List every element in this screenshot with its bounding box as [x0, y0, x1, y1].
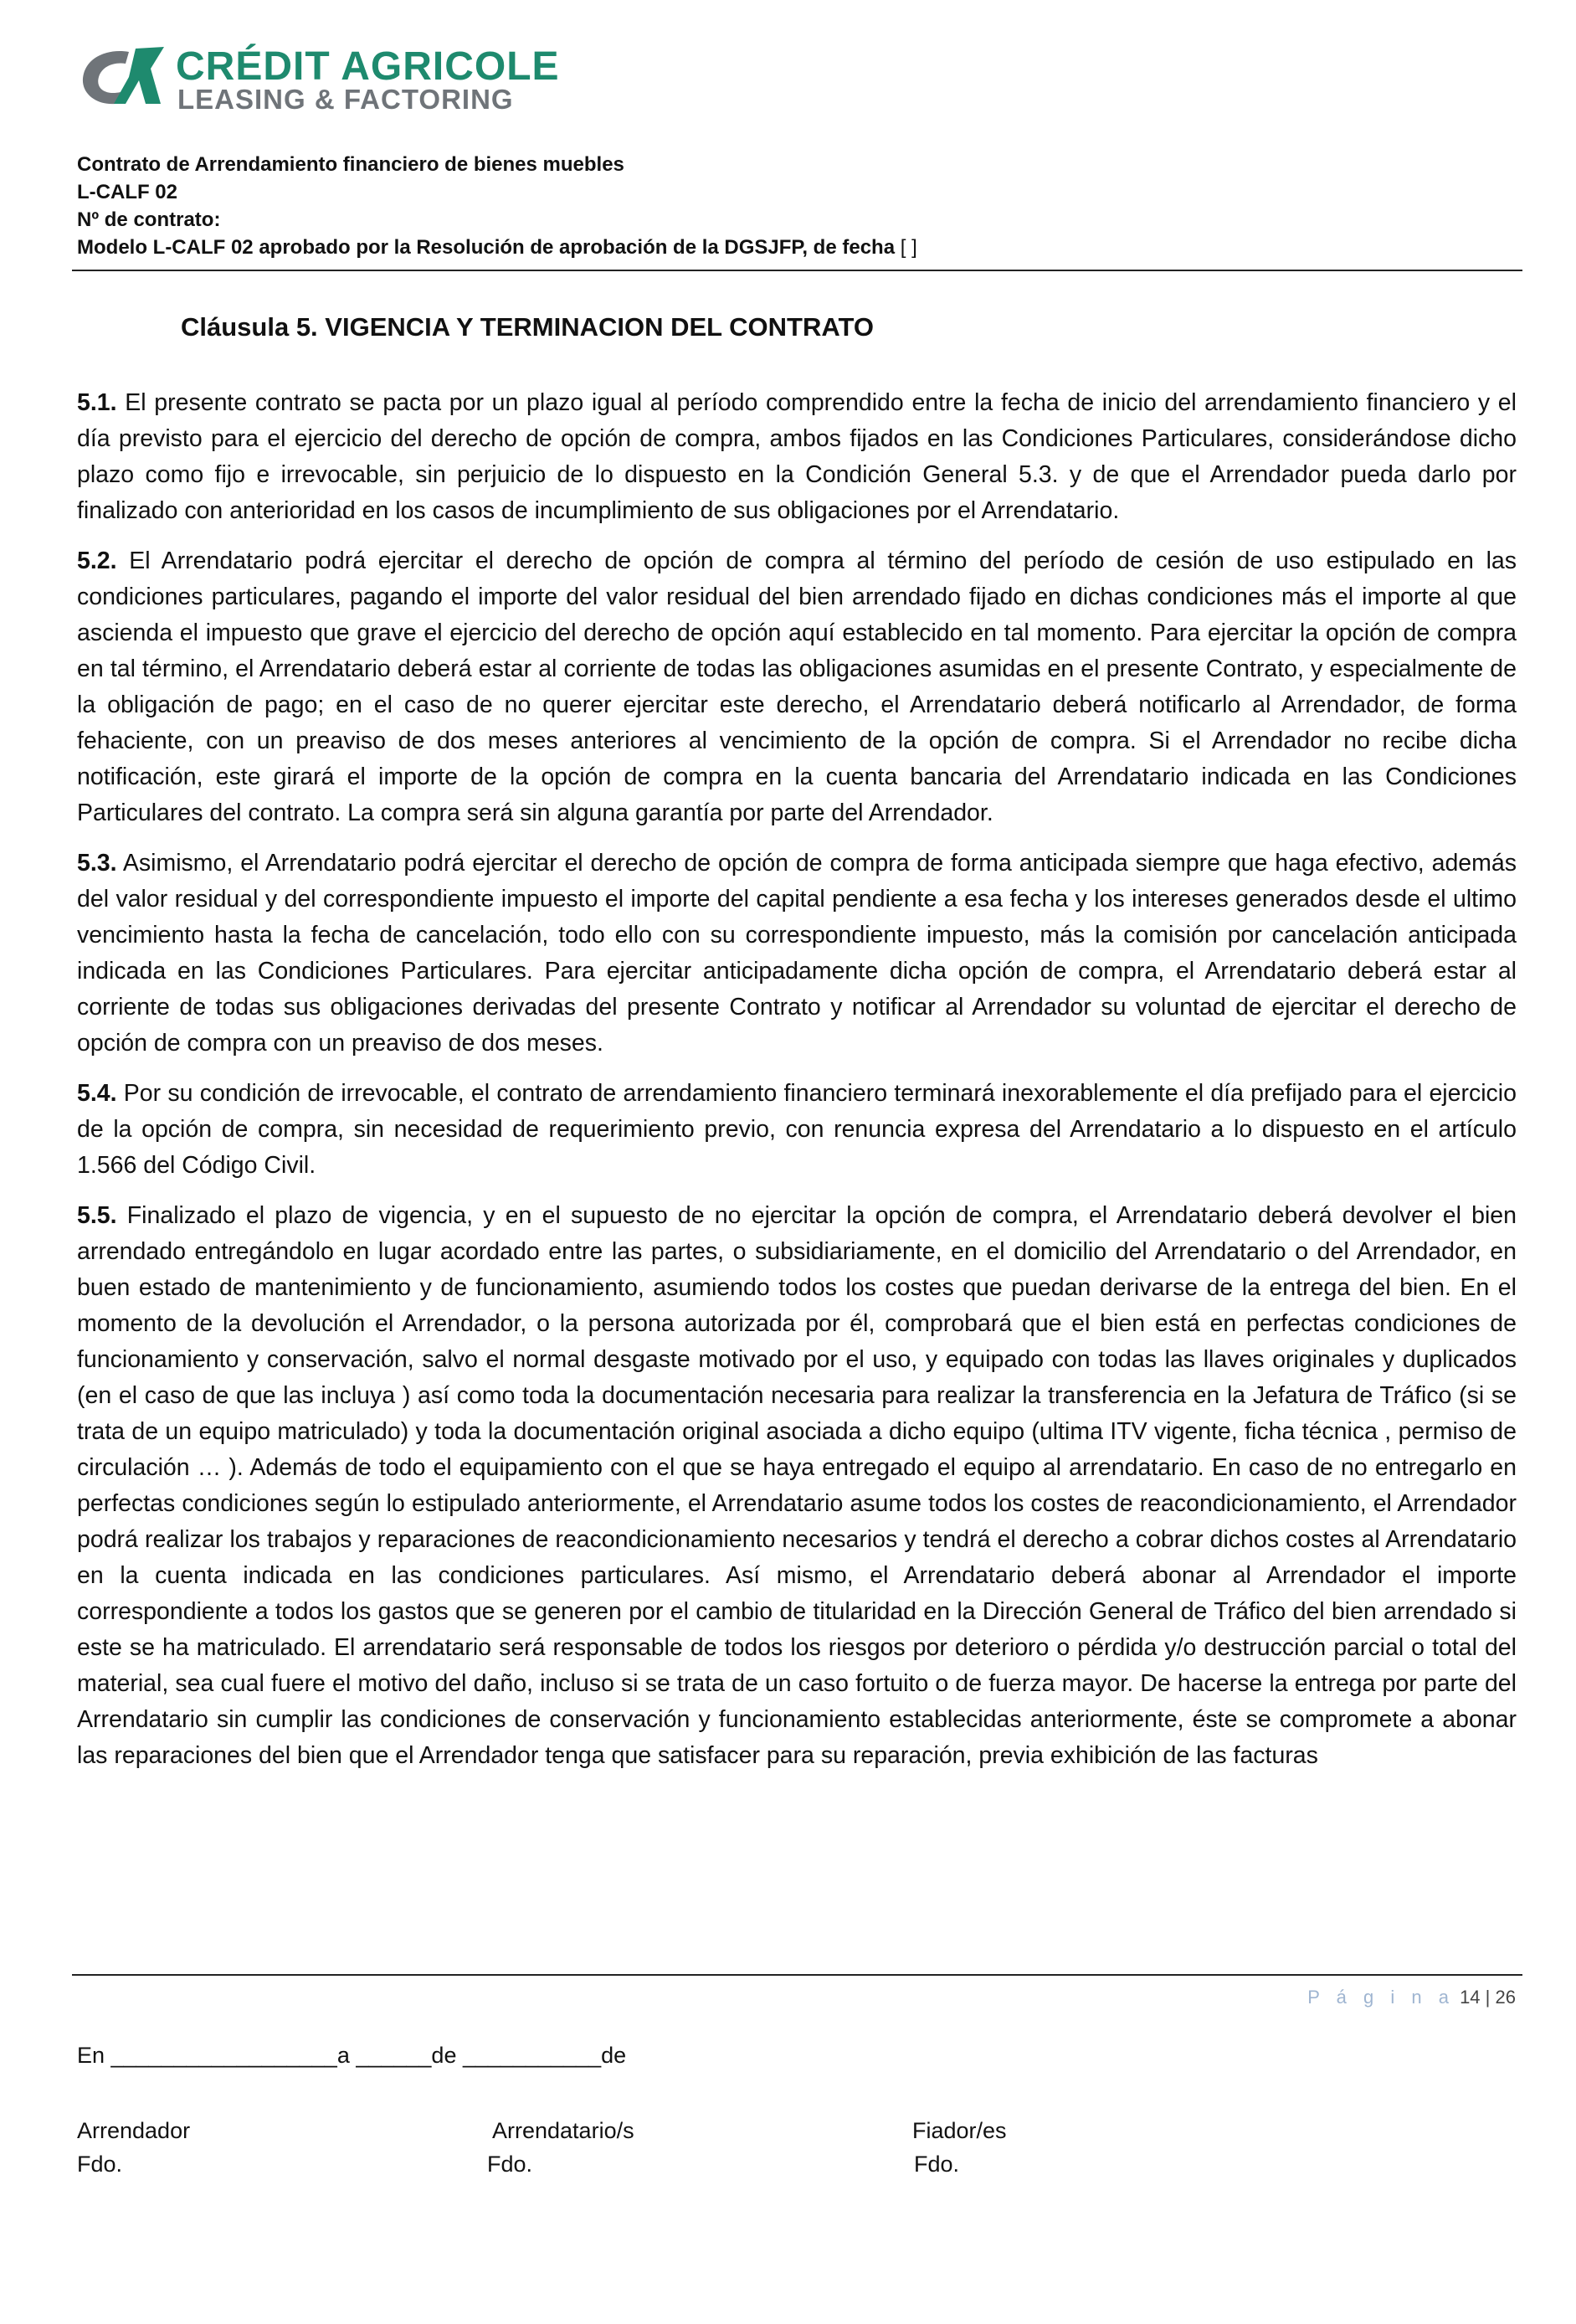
page-total: 26 [1495, 1987, 1516, 2008]
paragraph-number: 5.1. [77, 389, 117, 416]
paragraph-number: 5.4. [77, 1080, 117, 1107]
model-approval-line [77, 234, 1517, 261]
signature-date-line: En __________________a ______de ___________de [77, 2043, 627, 2068]
role-arrendador: Arrendador [77, 2118, 191, 2143]
model-approval-text: Modelo L-CALF 02 aprobado por la Resolución de aprobación de la DGSJFP, de fecha [77, 236, 896, 259]
footer-divider [72, 1974, 1522, 1976]
clause-title: Cláusula 5. VIGENCIA Y TERMINACION DEL CONTRATO [181, 312, 874, 342]
paragraph-5-3 [77, 846, 1517, 1062]
page-label: P á g i n a [1307, 1987, 1455, 2008]
date-placeholder: [ ] [900, 236, 917, 259]
page-number [1307, 1987, 1516, 2008]
signature-fiador: Fdo. [914, 2152, 960, 2177]
contract-number-label: Nº de contrato: [77, 208, 221, 231]
logo-line-2: LEASING & FACTORING [177, 84, 514, 115]
logo-line-1: CRÉDIT AGRICOLE [176, 44, 560, 89]
credit-agricole-logo-icon [77, 44, 171, 114]
company-logo [77, 44, 579, 115]
paragraph-text: El presente contrato se pacta por un plazo igual al período comprendido entre la fecha de inicio del arrendamiento financiero y el día previsto para el ejercicio del derecho de opción de compra, ambos fijados en las Condiciones Particulares, considerándose dicho plazo como fijo e irrevocable, sin perjuicio de lo dispuesto en la Condición General 5.3. y de que el Arrendador pueda darlo por finalizado con anterioridad en los casos de incumplimiento de sus obligaciones por el Arrendatario. [77, 389, 1517, 524]
paragraph-text: Asimismo, el Arrendatario podrá ejercitar el derecho de opción de compra de forma anticipada siempre que haga efectivo, además del valor residual y del correspondiente impuesto el importe del capital pendiente a esa fecha y los intereses generados desde el ultimo vencimiento hasta la fecha de cancelación, todo ello con su correspondiente impuesto, más la comisión por cancelación anticipada indicada en las Condiciones Particulares. Para ejercitar anticipadamente dicha opción de compra, el Arrendatario deberá estar al corriente de todas sus obligaciones derivadas del presente Contrato y notificar al Arrendador su voluntad de ejercitar el derecho de opción de compra con un preaviso de dos meses. [77, 850, 1517, 1057]
header-divider [72, 270, 1522, 271]
signature-arrendador: Fdo. [77, 2152, 123, 2177]
page-current: 14 [1460, 1987, 1481, 2008]
clause-body [77, 385, 1517, 1788]
paragraph-number: 5.5. [77, 1202, 117, 1229]
paragraph-number: 5.2. [77, 548, 117, 574]
paragraph-5-2 [77, 543, 1517, 831]
role-arrendatario: Arrendatario/s [492, 2118, 634, 2143]
paragraph-text: Finalizado el plazo de vigencia, y en el supuesto de no ejercitar la opción de compra, el Arrendatario deberá devolver el bien arrendado entregándolo en lugar acordado entre las partes, o subsidiariamente, en el domicilio del Arrendatario o del Arrendador, en buen estado de mantenimiento y de funcionamiento, asumiendo todos los costes que puedan derivarse de la entrega del bien. En el momento de la devolución el Arrendador, o la persona autorizada por él, comprobará que el bien está en perfectas condiciones de funcionamiento y conservación, salvo el normal desgaste motivado por el uso, y equipado con todas las llaves originales y duplicados (en el caso de que las incluya ) así como toda la documentación necesaria para realizar la transferencia en la Jefatura de Tráfico (si se trata de un equipo matriculado) y toda la documentación original asociada a dicho equipo (ultima ITV vigente, ficha técnica , permiso de circulación … ). Además de todo el equipamiento con el que se haya entregado el equipo al arrendatario. En caso de no entregarlo en perfectas condiciones según lo estipulado anteriormente, el Arrendatario asume todos los costes de reacondicionamiento, el Arrendador podrá realizar los trabajos y reparaciones de reacondicionamiento necesarios y tendrá el derecho a cobrar dichos costes al Arrendatario en la cuenta indicada en las condiciones particulares. Así mismo, el Arrendatario deberá abonar al Arrendador el importe correspondiente a todos los gastos que se generen por el cambio de titularidad en la Dirección General de Tráfico del bien arrendado si este se ha matriculado. El arrendatario será responsable de todos los riesgos por deterioro o pérdida y/o destrucción parcial o total del material, sea cual fuere el motivo del daño, incluso si se trata de un caso fortuito o de fuerza mayor. De hacerse la entrega por parte del Arrendatario sin cumplir las condiciones de conservación y funcionamiento establecidas anteriormente, éste se compromete a abonar las reparaciones del bien que el Arrendador tenga que satisfacer para su reparación, previa exhibición de las facturas [77, 1202, 1517, 1769]
contract-code: L-CALF 02 [77, 181, 177, 203]
document-header [77, 151, 1517, 261]
page-separator: | [1485, 1987, 1491, 2008]
contract-title: Contrato de Arrendamiento financiero de bienes muebles [77, 153, 624, 176]
signature-arrendatario: Fdo. [487, 2152, 533, 2177]
paragraph-text: El Arrendatario podrá ejercitar el derecho de opción de compra al término del período de cesión de uso estipulado en las condiciones particulares, pagando el importe del valor residual del bien arrendado fijado en dichas condiciones más el importe al que ascienda el impuesto que grave el ejercicio del derecho de opción aquí establecido en tal momento. Para ejercitar la opción de compra en tal término, el Arrendatario deberá estar al corriente de todas las obligaciones asumidas en el presente Contrato, y especialmente de la obligación de pago; en el caso de no querer ejercitar este derecho, el Arrendatario deberá notificarlo al Arrendador, de forma fehaciente, con un preaviso de dos meses anteriores al vencimiento de la opción de compra. Si el Arrendador no recibe dicha notificación, este girará el importe de la opción de compra en la cuenta bancaria del Arrendatario indicada en las Condiciones Particulares del contrato. La compra será sin alguna garantía por parte del Arrendador. [77, 548, 1517, 826]
paragraph-5-5 [77, 1198, 1517, 1774]
paragraph-text: Por su condición de irrevocable, el contrato de arrendamiento financiero terminará inexorablemente el día prefijado para el ejercicio de la opción de compra, sin necesidad de requerimiento previo, con renuncia expresa del Arrendatario a lo dispuesto en el artículo 1.566 del Código Civil. [77, 1080, 1517, 1179]
paragraph-5-4 [77, 1076, 1517, 1184]
role-fiador: Fiador/es [912, 2118, 1007, 2143]
paragraph-number: 5.3. [77, 850, 117, 877]
paragraph-5-1 [77, 385, 1517, 529]
